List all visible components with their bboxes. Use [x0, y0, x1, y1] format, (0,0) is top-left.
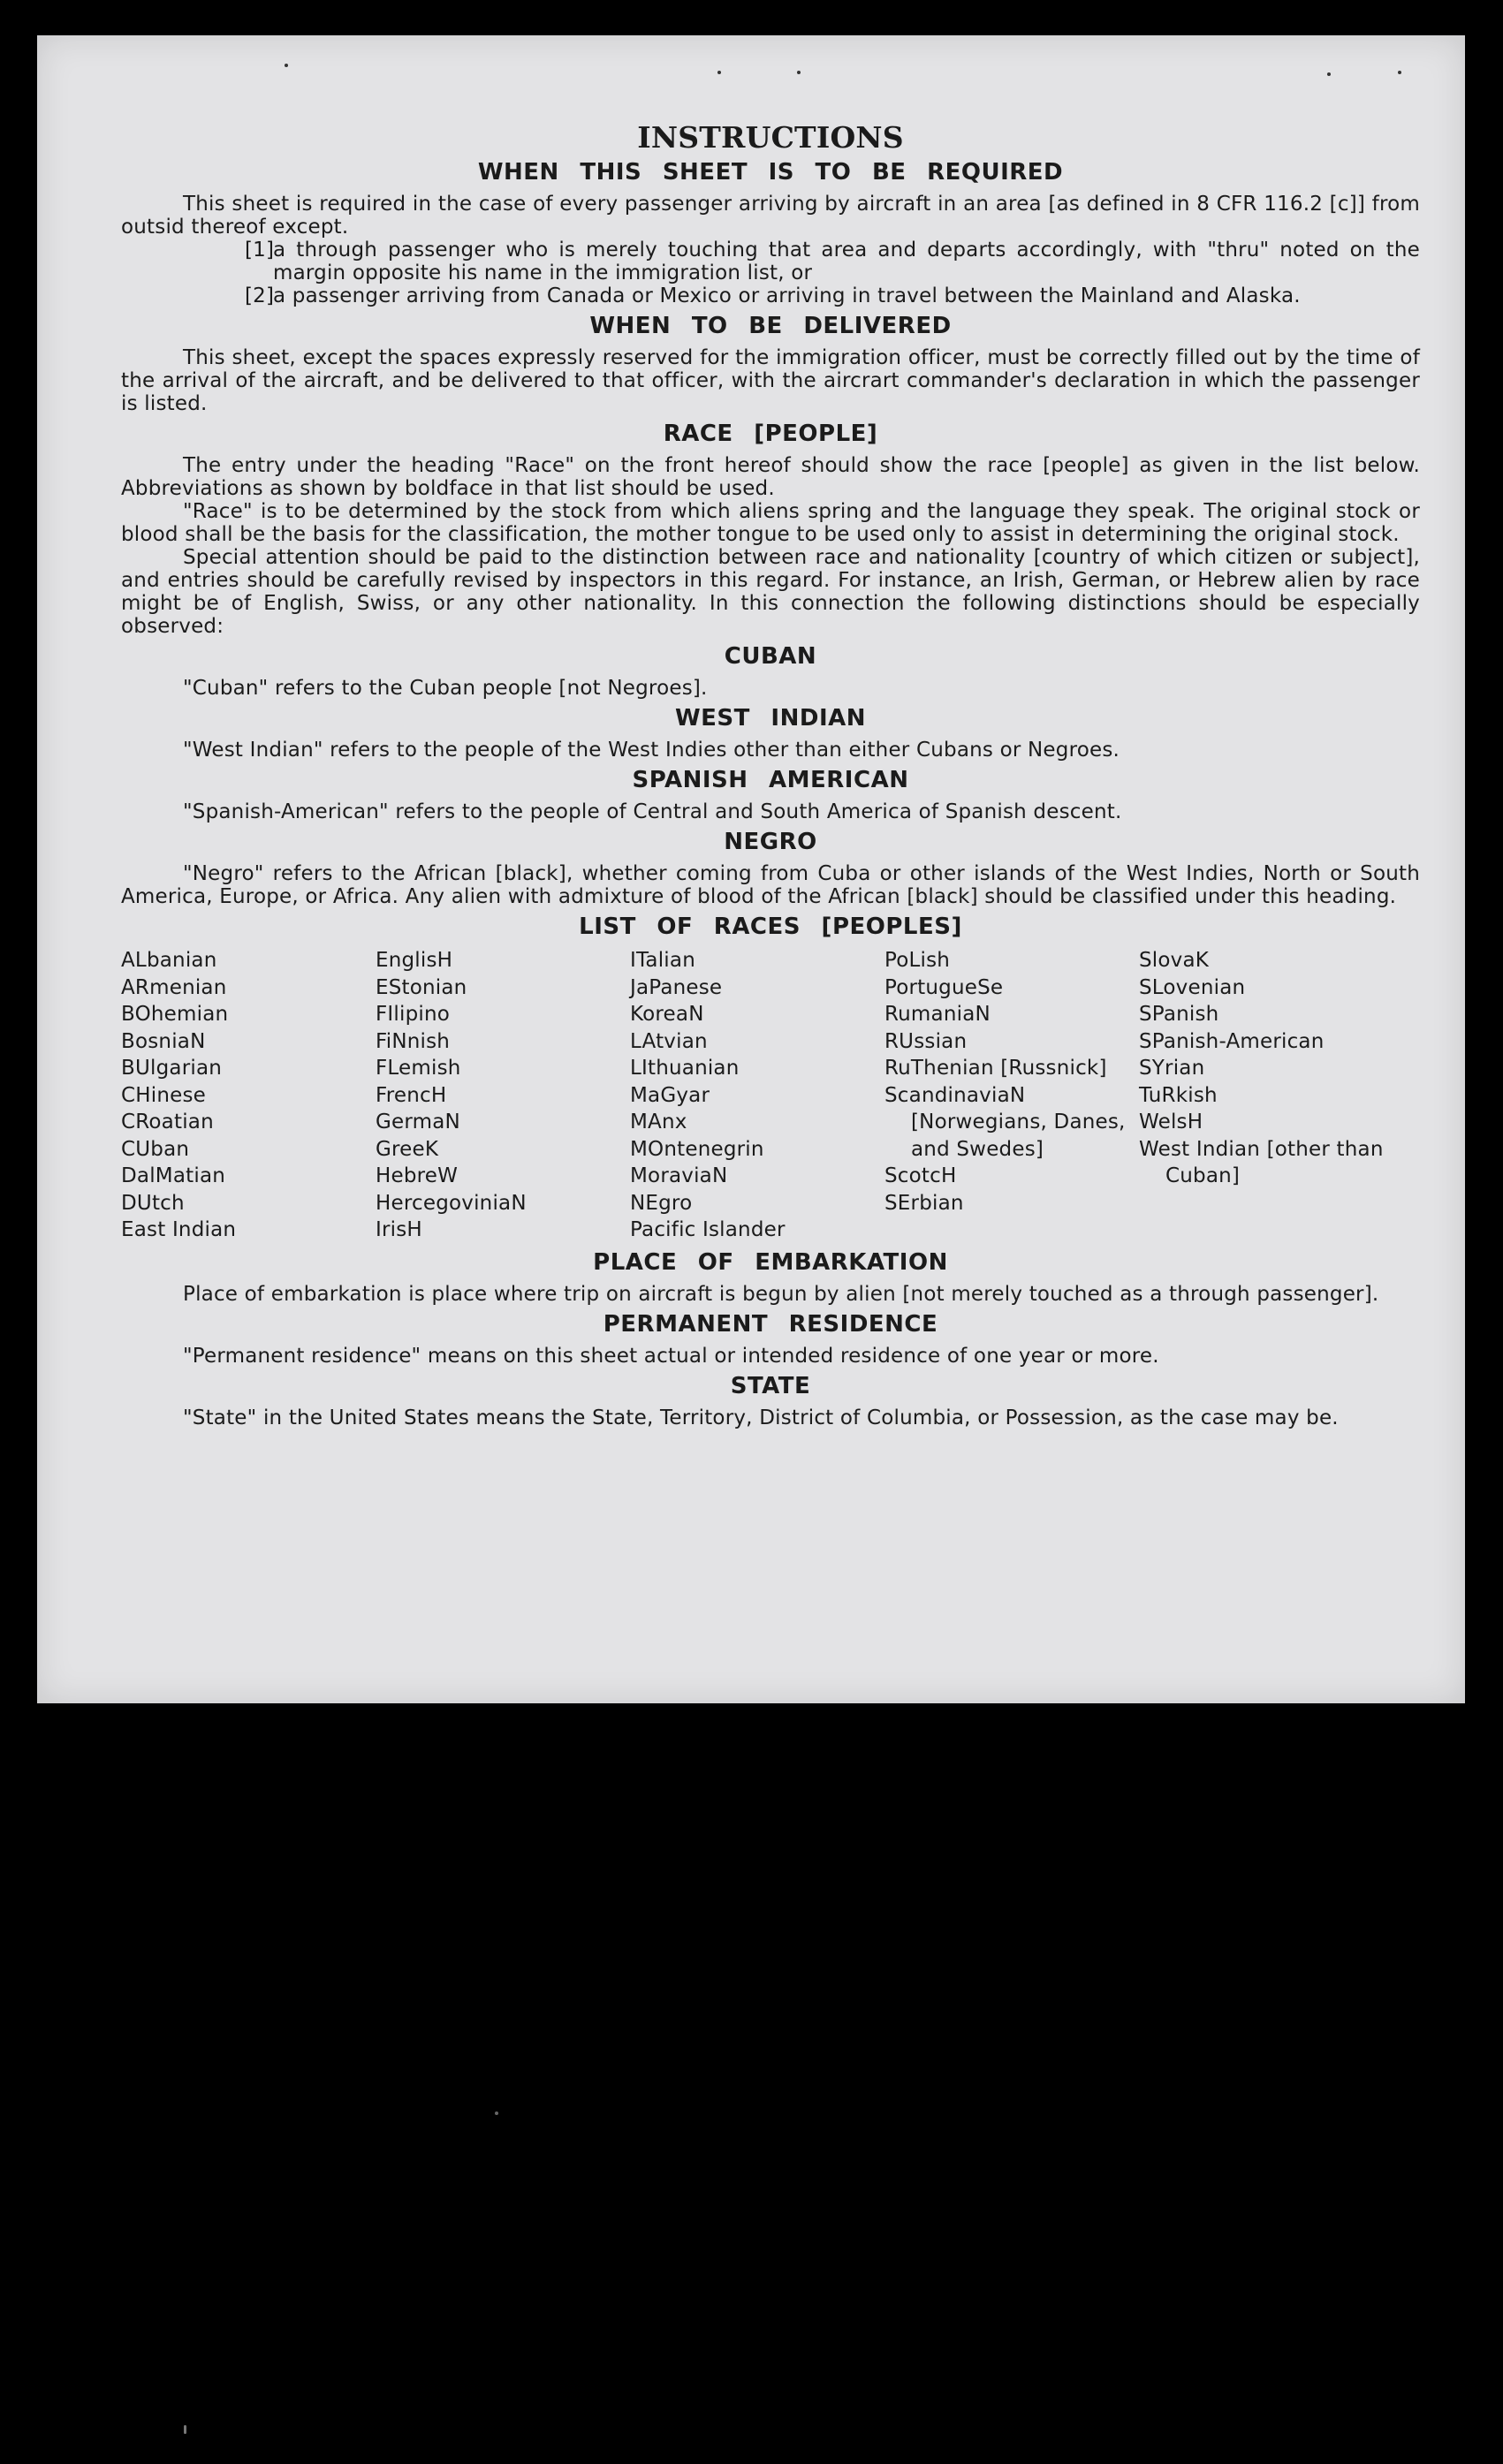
race-item: FiNnish — [376, 1029, 451, 1053]
speck — [797, 71, 801, 74]
races-column — [376, 947, 630, 1244]
speck — [285, 64, 288, 67]
race-item: West Indian [other than Cuban] — [1139, 1137, 1384, 1187]
race-item: PortugueSe — [884, 975, 1004, 999]
race-item: East Indian — [121, 1218, 237, 1241]
race-item: MAnx — [630, 1111, 687, 1133]
race-item: ScandinaviaN [Norwegians, Danes, and Swedes] — [884, 1083, 1126, 1161]
delivered-text: This sheet, except the spaces expressly reserved for the immigration officer, must be correctly filled out by the time of the arrival of the aircraft, and be delivered to that officer, with the aircrart commander's declaration in which the passenger is listed. — [121, 346, 1420, 415]
state-text: "State" in the United States means the State, Territory, District of Columbia, or Possession, as the case may be. — [183, 1406, 1339, 1429]
speck — [184, 2425, 186, 2434]
race-item: SYrian — [1139, 1057, 1205, 1080]
speck — [495, 2111, 498, 2115]
race-item: ARmenian — [121, 975, 227, 999]
race-item: JaPanese — [630, 975, 723, 999]
heading-race: RACE [PEOPLE] — [663, 421, 878, 447]
race-item: GermaN — [376, 1111, 460, 1133]
page-title: INSTRUCTIONS — [637, 120, 904, 155]
heading-required: WHEN THIS SHEET IS TO BE REQUIRED — [477, 159, 1064, 186]
exception-item — [245, 284, 1420, 307]
race-item: SPanish-American — [1139, 1029, 1325, 1053]
heading-west-indian: WEST INDIAN — [674, 705, 867, 732]
race-item: BUlgarian — [121, 1057, 223, 1080]
race-item: DUtch — [121, 1191, 185, 1215]
races-column — [884, 947, 1139, 1244]
race-item: SErbian — [884, 1191, 964, 1215]
race-item: EnglisH — [376, 949, 453, 972]
race-item: FLemish — [376, 1057, 461, 1080]
race-item: RuThenian [Russnick] — [884, 1057, 1107, 1080]
race-item: MaGyar — [630, 1083, 710, 1107]
races-list — [121, 947, 1420, 1244]
race-item: SPanish — [1139, 1003, 1219, 1026]
race-item: LAtvian — [630, 1029, 708, 1053]
heading-delivered: WHEN TO BE DELIVERED — [589, 313, 952, 339]
document-sheet — [37, 35, 1465, 1703]
spanish-american-text: "Spanish-American" refers to the people of Central and South America of Spanish descent. — [183, 800, 1122, 823]
race-item: SlovaK — [1139, 949, 1210, 972]
race-item: Pacific Islander — [630, 1218, 786, 1241]
instructions-content — [121, 120, 1420, 1429]
west-indian-text: "West Indian" refers to the people of the West Indies other than either Cubans or Negroes. — [183, 739, 1120, 762]
heading-permanent-residence: PERMANENT RESIDENCE — [603, 1310, 938, 1338]
residence-text: "Permanent residence" means on this sheet actual or intended residence of one year or more. — [183, 1344, 1159, 1368]
race-item: CUban — [121, 1137, 190, 1161]
race-item: FIlipino — [376, 1003, 451, 1026]
race-item: TuRkish — [1139, 1083, 1218, 1107]
embarkation-text: Place of embarkation is place where trip on aircraft is begun by alien [not merely touched as a through passenger]. — [183, 1282, 1379, 1306]
speck — [1398, 71, 1401, 74]
cuban-text: "Cuban" refers to the Cuban people [not Negroes]. — [183, 677, 708, 700]
race-item: ALbanian — [121, 949, 217, 972]
race-item: BOhemian — [121, 1003, 229, 1026]
race-item: CRoatian — [121, 1111, 214, 1133]
race-item: RUssian — [884, 1029, 968, 1053]
race-item: WelsH — [1139, 1111, 1203, 1133]
race-item: BosniaN — [121, 1029, 206, 1053]
heading-negro: NEGRO — [724, 829, 817, 855]
race-item: IrisH — [376, 1218, 422, 1241]
race-item: HercegoviniaN — [376, 1191, 527, 1215]
heading-cuban: CUBAN — [724, 643, 817, 670]
speck — [1327, 72, 1331, 76]
race-paragraph-1: The entry under the heading "Race" on the front hereof should show the race [people] as given in the list below. Abbreviations as shown by boldface in that list should be used. — [121, 454, 1420, 500]
speck — [717, 71, 721, 74]
race-paragraph-3: Special attention should be paid to the distinction between race and nationality [country of which citizen or subject], and entries should be carefully revised by inspectors in this regard. For instance, an Irish, German, or Hebrew alien by race might be of English, Swiss, or any other nationality. In this connection the following distinctions should be especially observed: — [121, 546, 1420, 638]
exception-item — [245, 239, 1420, 284]
required-intro: This sheet is required in the case of every passenger arriving by aircraft in an area [as defined in 8 CFR 116.2 [c]] from outsid thereof except. — [121, 193, 1420, 239]
race-item: MOntenegrin — [630, 1137, 764, 1161]
races-column — [1139, 947, 1393, 1244]
race-item: MoraviaN — [630, 1164, 728, 1187]
heading-embarkation: PLACE OF EMBARKATION — [593, 1248, 948, 1276]
race-paragraph-2: "Race" is to be determined by the stock from which aliens spring and the language they speak. The original stock or blood shall be the basis for the classification, the mother tongue to be used only to assist in determining the original stock. — [121, 500, 1420, 546]
heading-spanish-american: SPANISH AMERICAN — [632, 767, 909, 793]
race-item: EStonian — [376, 975, 467, 999]
race-item: PoLish — [884, 949, 951, 972]
race-item: HebreW — [376, 1164, 459, 1187]
race-item: NEgro — [630, 1191, 693, 1215]
exception-number: [2] — [245, 284, 275, 307]
exception-number: [1] — [245, 239, 275, 262]
race-item: FrencH — [376, 1083, 447, 1107]
races-column — [630, 947, 884, 1244]
exception-text: a through passenger who is merely touching that area and departs accordingly, with "thru" noted on the margin opposite his name in the immigration list, or — [273, 239, 1420, 284]
race-item: GreeK — [376, 1137, 439, 1161]
race-item: CHinese — [121, 1083, 207, 1107]
race-item: RumaniaN — [884, 1003, 991, 1026]
race-item: KoreaN — [630, 1003, 704, 1026]
race-item: ScotcH — [884, 1164, 957, 1187]
heading-list-of-races: LIST OF RACES [PEOPLES] — [579, 914, 962, 940]
race-item: LIthuanian — [630, 1057, 740, 1080]
exception-text: a passenger arriving from Canada or Mexico or arriving in travel between the Mainland and Alaska. — [273, 284, 1301, 307]
race-item: DalMatian — [121, 1164, 226, 1187]
races-column — [121, 947, 376, 1244]
race-item: ITalian — [630, 949, 695, 972]
race-item: SLovenian — [1139, 975, 1246, 999]
heading-state: STATE — [730, 1372, 811, 1399]
negro-text: "Negro" refers to the African [black], whether coming from Cuba or other islands of the West Indies, North or South America, Europe, or Africa. Any alien with admixture of blood of the African [black] should be classified under this heading. — [121, 862, 1420, 908]
